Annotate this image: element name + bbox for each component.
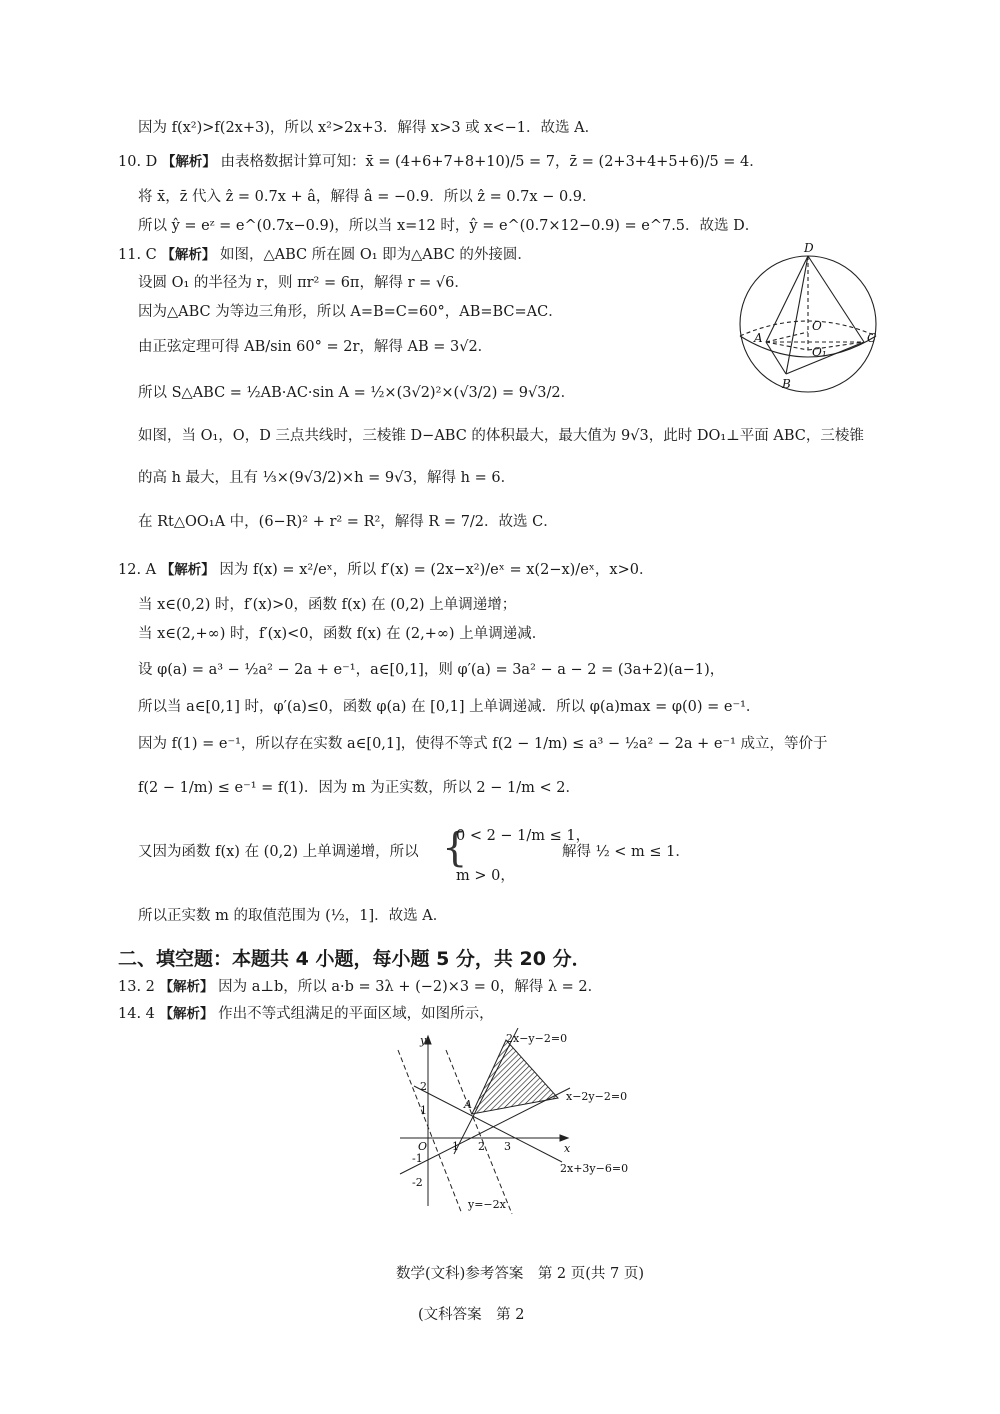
region-graph [380, 1028, 650, 1218]
page-footer: 数学(文科)参考答案 第 2 页(共 7 页) [396, 1266, 645, 1282]
answer-11-step2: 设圆 O₁ 的半径为 r，则 πr² = 6π，解得 r = √6． [138, 275, 469, 291]
x-axis-arrow [560, 1135, 568, 1141]
axis-label-x: x [564, 1142, 571, 1155]
answer-11-step4: 由正弦定理可得 AB/sin 60° = 2r，解得 AB = 3√2． [138, 339, 493, 355]
analysis-tag: 【解析】 [160, 562, 215, 578]
answer-12-text: 因为 f(x) = x²/eˣ，所以 f′(x) = (2x−x²)/eˣ = x(2−x)/eˣ，x>0． [219, 562, 654, 578]
label-c: C [867, 331, 877, 345]
label-o: O [812, 319, 822, 333]
label-d: D [804, 241, 814, 255]
analysis-tag: 【解析】 [161, 247, 216, 263]
answer-12-result: 解得 ½ < m ≤ 1． [562, 844, 690, 860]
analysis-tag: 【解析】 [161, 154, 216, 170]
sphere-figure [730, 238, 890, 398]
tick-y-2: 2 [420, 1080, 427, 1093]
answer-11-step8: 在 Rt△OO₁A 中，(6−R)² + r² = R²，解得 R = 7/2．故选 C． [138, 514, 558, 530]
edge-da [766, 256, 808, 342]
point-a-label: A [464, 1098, 472, 1111]
answer-12-conclusion: 所以正实数 m 的取值范围为 (½，1]．故选 A． [138, 908, 448, 924]
answer-14-line [118, 1004, 494, 1024]
answer-13-text: 因为 a⊥b，所以 a·b = 3λ + (−2)×3 = 0，解得 λ = 2． [218, 979, 603, 995]
answer-10-step3: 所以 ŷ = eᶻ = e^(0.7x−0.9)，所以当 x=12 时，ŷ = e^(0.7×12−0.9) = e^7.5．故选 D． [138, 218, 760, 234]
line-label-2x-y-2: 2x−y−2=0 [506, 1032, 568, 1045]
line-y-neg2x [398, 1050, 462, 1214]
question-number-10: 10. D [118, 154, 158, 170]
tick-y-1: 1 [420, 1104, 427, 1117]
answer-11-step7: 的高 h 最大，且有 ⅓×(9√3/2)×h = 9√3，解得 h = 6． [138, 470, 516, 486]
origin-label: O [418, 1140, 428, 1153]
answer-11-text: 如图，△ABC 所在圆 O₁ 即为△ABC 的外接圆． [219, 247, 532, 263]
question-number-14: 14. 4 [118, 1006, 155, 1022]
segment-ao [766, 332, 808, 342]
line-label-2x+3y-6: 2x+3y−6=0 [560, 1162, 629, 1175]
feasible-region [472, 1040, 558, 1114]
answer-12-step4: 设 φ(a) = a³ − ½a² − 2a + e⁻¹，a∈[0,1]，则 φ′(a) = 3a² − a − 2 = (3a+2)(a−1)， [138, 662, 725, 678]
question-number-12: 12. A [118, 562, 157, 578]
tick-y-neg2: -2 [412, 1176, 423, 1189]
section-heading: 二、填空题：本题共 4 小题，每小题 5 分，共 20 分． [118, 948, 591, 970]
answer-10-step2: 将 x̄，z̄ 代入 ẑ = 0.7x + â，解得 â = −0.9．所以 ẑ = 0.7x − 0.9． [138, 189, 597, 205]
case-line-1: 0 < 2 − 1/m ≤ 1， [456, 828, 591, 844]
answer-12-step5: 所以当 a∈[0,1] 时，φ′(a)≤0，函数 φ(a) 在 [0,1] 上单调递减．所以 φ(a)max = φ(0) = e⁻¹． [138, 699, 761, 715]
line-label-y-neg2x: y=−2x [468, 1198, 506, 1211]
sphere-outline [740, 256, 876, 392]
tick-x-3: 3 [504, 1140, 511, 1153]
answer-11-step6: 如图，当 O₁，O，D 三点共线时，三棱锥 D−ABC 的体积最大，最大值为 9√3，此时 DO₁⊥平面 ABC，三棱锥 [138, 428, 864, 444]
answer-12-step7: f(2 − 1/m) ≤ e⁻¹ = f(1)．因为 m 为正实数，所以 2 − 1/m < 2． [138, 780, 580, 796]
question-number-11: 11. C [118, 247, 157, 263]
label-a: A [754, 331, 763, 345]
answer-10-line [118, 152, 764, 172]
page-footer-secondary: (文科答案 第 2 [418, 1307, 525, 1323]
answer-12-step3: 当 x∈(2,+∞) 时，f′(x)<0，函数 f(x) 在 (2,+∞) 上单调递减． [138, 626, 547, 642]
case-line-2: m > 0， [456, 868, 515, 884]
tick-x-1: 1 [452, 1140, 459, 1153]
case-brace: { [442, 825, 468, 871]
line-label-x-2y-2: x−2y−2=0 [566, 1090, 628, 1103]
answer-12-step2: 当 x∈(0,2) 时，f′(x)>0，函数 f(x) 在 (0,2) 上单调递增； [138, 597, 517, 613]
answer-11-step5: 所以 S△ABC = ½AB·AC·sin A = ½×(3√2)²×(√3/2) = 9√3/2． [138, 385, 576, 401]
answer-12-step6: 因为 f(1) = e⁻¹，所以存在实数 a∈[0,1]，使得不等式 f(2 − 1/m) ≤ a³ − ½a² − 2a + e⁻¹ 成立，等价于 [138, 736, 828, 752]
tick-x-2: 2 [478, 1140, 485, 1153]
answer-11-line [118, 245, 532, 265]
answer-13-line [118, 977, 602, 997]
answer-12-step8: 又因为函数 f(x) 在 (0,2) 上单调递增，所以 [138, 844, 419, 860]
answer-14-text: 作出不等式组满足的平面区域，如图所示， [218, 1006, 494, 1022]
analysis-tag: 【解析】 [159, 979, 214, 995]
axis-label-y: y [420, 1034, 427, 1047]
segment-ao1 [766, 342, 808, 350]
edge-ab [766, 342, 786, 374]
analysis-tag: 【解析】 [159, 1006, 214, 1022]
label-o1: O₁ [812, 345, 827, 359]
answer-11-step3: 因为△ABC 为等边三角形，所以 A=B=C=60°，AB=BC=AC． [138, 304, 563, 320]
answer-9-conclusion: 因为 f(x²)>f(2x+3)，所以 x²>2x+3．解得 x>3 或 x<−1．故选 A． [138, 120, 600, 136]
answer-12-line [118, 560, 653, 580]
answer-10-text: 由表格数据计算可知：x̄ = (4+6+7+8+10)/5 = 7，z̄ = (2+3+4+5+6)/5 = 4． [220, 154, 764, 170]
label-b: B [782, 377, 791, 391]
question-number-13: 13. 2 [118, 979, 155, 995]
tick-y-neg1: -1 [412, 1152, 423, 1165]
